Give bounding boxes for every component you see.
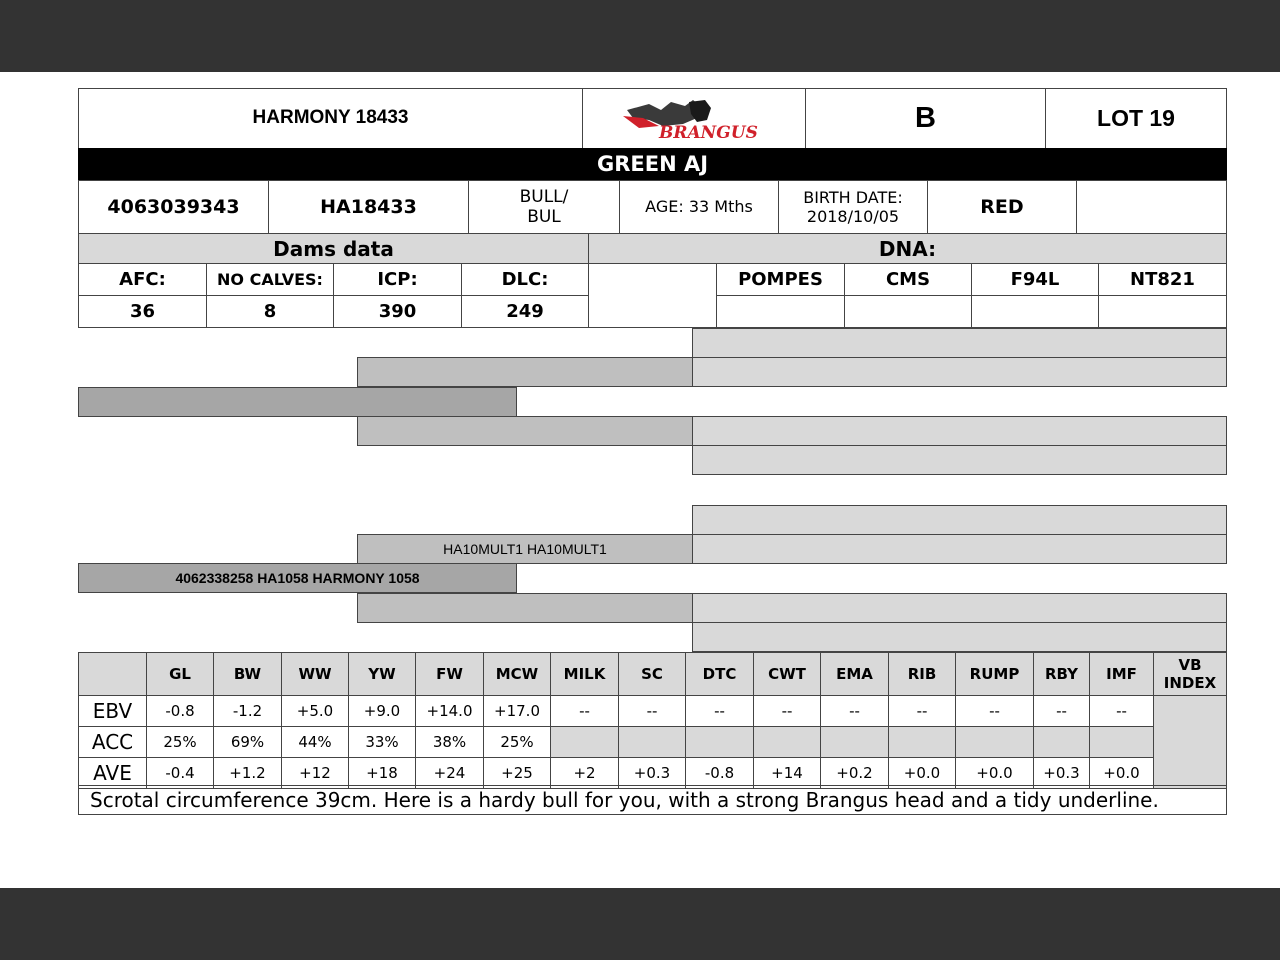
vb-index-value	[1153, 695, 1227, 789]
ebv-cell-ebv-fw: +14.0	[415, 695, 484, 727]
top-frame-bar	[0, 0, 1280, 72]
ebv-cell-ebv-mcw: +17.0	[483, 695, 551, 727]
pedigree-dam-sire-dam	[692, 534, 1227, 564]
ebv-cell-ave-dtc: -0.8	[685, 757, 754, 789]
ebv-cell-acc-rump	[955, 726, 1034, 758]
ebv-cell-acc-rib	[888, 726, 956, 758]
logo-text: BRANGUS	[659, 122, 758, 142]
ebv-cell-ave-ema: +0.2	[820, 757, 889, 789]
colour: RED	[927, 180, 1077, 234]
dna-header-f94l: F94L	[971, 263, 1099, 296]
ebv-cell-ave-milk: +2	[550, 757, 619, 789]
ebv-cell-acc-milk	[550, 726, 619, 758]
dna-header-nt821: NT821	[1098, 263, 1227, 296]
ebv-cell-ebv-sc: --	[618, 695, 686, 727]
breeder-name: GREEN AJ	[78, 148, 1227, 181]
pedigree-dam-sire: HA10MULT1 HA10MULT1	[357, 534, 693, 564]
pedigree-dam-sire-sire	[692, 505, 1227, 535]
ebv-cell-ave-rump: +0.0	[955, 757, 1034, 789]
ebv-header-imf: IMF	[1089, 652, 1154, 696]
dams-header-no-calves: NO CALVES:	[206, 263, 334, 296]
dna-header-cms: CMS	[844, 263, 972, 296]
pedigree-sire-sire-sire	[692, 328, 1227, 358]
ebv-cell-acc-cwt	[753, 726, 821, 758]
ebv-cell-acc-sc	[618, 726, 686, 758]
pedigree-dam: 4062338258 HA1058 HARMONY 1058	[78, 563, 517, 593]
lot-number: LOT 19	[1045, 88, 1227, 149]
ebv-header-sc: SC	[618, 652, 686, 696]
ebv-header-fw: FW	[415, 652, 484, 696]
dams-value-afc: 36	[78, 295, 207, 328]
ebv-cell-ebv-rby: --	[1033, 695, 1090, 727]
pedigree-sire-dam-sire	[692, 416, 1227, 446]
ebv-header-rby: RBY	[1033, 652, 1090, 696]
dna-value-f94l	[971, 295, 1099, 328]
ebv-row-label-ave: AVE	[78, 757, 147, 789]
ebv-cell-ebv-rump: --	[955, 695, 1034, 727]
ebv-cell-ave-rby: +0.3	[1033, 757, 1090, 789]
dna-heading: DNA:	[588, 233, 1227, 264]
comments: Scrotal circumference 39cm. Here is a hardy bull for you, with a strong Brangus head and a tidy underline.	[78, 785, 1227, 815]
ebv-cell-ebv-ww: +5.0	[281, 695, 349, 727]
ebv-cell-ave-mcw: +25	[483, 757, 551, 789]
ebv-cell-acc-imf	[1089, 726, 1154, 758]
ebv-header-yw: YW	[348, 652, 416, 696]
ebv-cell-acc-gl: 25%	[146, 726, 214, 758]
ebv-cell-ebv-bw: -1.2	[213, 695, 282, 727]
cattle-head-icon	[619, 96, 769, 142]
extra-detail	[1076, 180, 1227, 234]
ebv-cell-acc-bw: 69%	[213, 726, 282, 758]
ebv-header-dtc: DTC	[685, 652, 754, 696]
ebv-cell-ave-sc: +0.3	[618, 757, 686, 789]
id-number: 4063039343	[78, 180, 269, 234]
ebv-cell-ebv-dtc: --	[685, 695, 754, 727]
ebv-cell-ebv-milk: --	[550, 695, 619, 727]
dams-header-afc: AFC:	[78, 263, 207, 296]
pedigree-sire-dam-dam	[692, 445, 1227, 475]
ebv-cell-ebv-yw: +9.0	[348, 695, 416, 727]
pedigree-sire-sire-dam	[692, 357, 1227, 387]
ebv-cell-ave-bw: +1.2	[213, 757, 282, 789]
dams-header-icp: ICP:	[333, 263, 462, 296]
dams-header-dlc: DLC:	[461, 263, 589, 296]
ebv-cell-ebv-gl: -0.8	[146, 695, 214, 727]
ebv-header-gl: GL	[146, 652, 214, 696]
ebv-header-mcw: MCW	[483, 652, 551, 696]
ebv-row-label-ebv: EBV	[78, 695, 147, 727]
ebv-cell-acc-rby	[1033, 726, 1090, 758]
pedigree-dam-dam-dam	[692, 622, 1227, 652]
ebv-corner	[78, 652, 147, 696]
ebv-cell-ave-cwt: +14	[753, 757, 821, 789]
ebv-row-label-acc: ACC	[78, 726, 147, 758]
tag: HA18433	[268, 180, 469, 234]
animal-name: HARMONY 18433	[78, 88, 583, 149]
dams-value-icp: 390	[333, 295, 462, 328]
ebv-cell-ave-ww: +12	[281, 757, 349, 789]
pedigree-dam-dam	[357, 593, 693, 623]
ebv-header-vb-index: VB INDEX	[1153, 652, 1227, 696]
pedigree-dam-dam-sire	[692, 593, 1227, 623]
ebv-cell-ebv-rib: --	[888, 695, 956, 727]
ebv-cell-acc-ww: 44%	[281, 726, 349, 758]
pedigree-sire-sire	[357, 357, 693, 387]
dams-value-no-calves: 8	[206, 295, 334, 328]
ebv-header-cwt: CWT	[753, 652, 821, 696]
ebv-cell-ave-yw: +18	[348, 757, 416, 789]
ebv-cell-ave-fw: +24	[415, 757, 484, 789]
dna-value-cms	[844, 295, 972, 328]
dna-value-pompes	[716, 295, 845, 328]
ebv-cell-acc-fw: 38%	[415, 726, 484, 758]
ebv-cell-acc-yw: 33%	[348, 726, 416, 758]
sex: BULL/ BUL	[468, 180, 620, 234]
ebv-header-milk: MILK	[550, 652, 619, 696]
ebv-cell-acc-mcw: 25%	[483, 726, 551, 758]
ebv-header-ww: WW	[281, 652, 349, 696]
brangus-logo	[582, 88, 806, 149]
ebv-cell-ebv-cwt: --	[753, 695, 821, 727]
ebv-cell-ebv-imf: --	[1089, 695, 1154, 727]
dna-header-pompes: POMPES	[716, 263, 845, 296]
ebv-cell-ave-gl: -0.4	[146, 757, 214, 789]
grade: B	[805, 88, 1046, 149]
ebv-header-ema: EMA	[820, 652, 889, 696]
birth-date: BIRTH DATE: 2018/10/05	[778, 180, 928, 234]
age: AGE: 33 Mths	[619, 180, 779, 234]
ebv-header-rib: RIB	[888, 652, 956, 696]
dna-value-nt821	[1098, 295, 1227, 328]
dna-blank	[588, 263, 717, 328]
pedigree-sire-dam	[357, 416, 693, 446]
dams-heading: Dams data	[78, 233, 589, 264]
ebv-cell-ebv-ema: --	[820, 695, 889, 727]
dams-value-dlc: 249	[461, 295, 589, 328]
ebv-header-rump: RUMP	[955, 652, 1034, 696]
pedigree-sire	[78, 387, 517, 417]
ebv-cell-acc-ema	[820, 726, 889, 758]
ebv-header-bw: BW	[213, 652, 282, 696]
ebv-cell-ave-imf: +0.0	[1089, 757, 1154, 789]
ebv-cell-ave-rib: +0.0	[888, 757, 956, 789]
bottom-frame-bar	[0, 888, 1280, 960]
ebv-cell-acc-dtc	[685, 726, 754, 758]
